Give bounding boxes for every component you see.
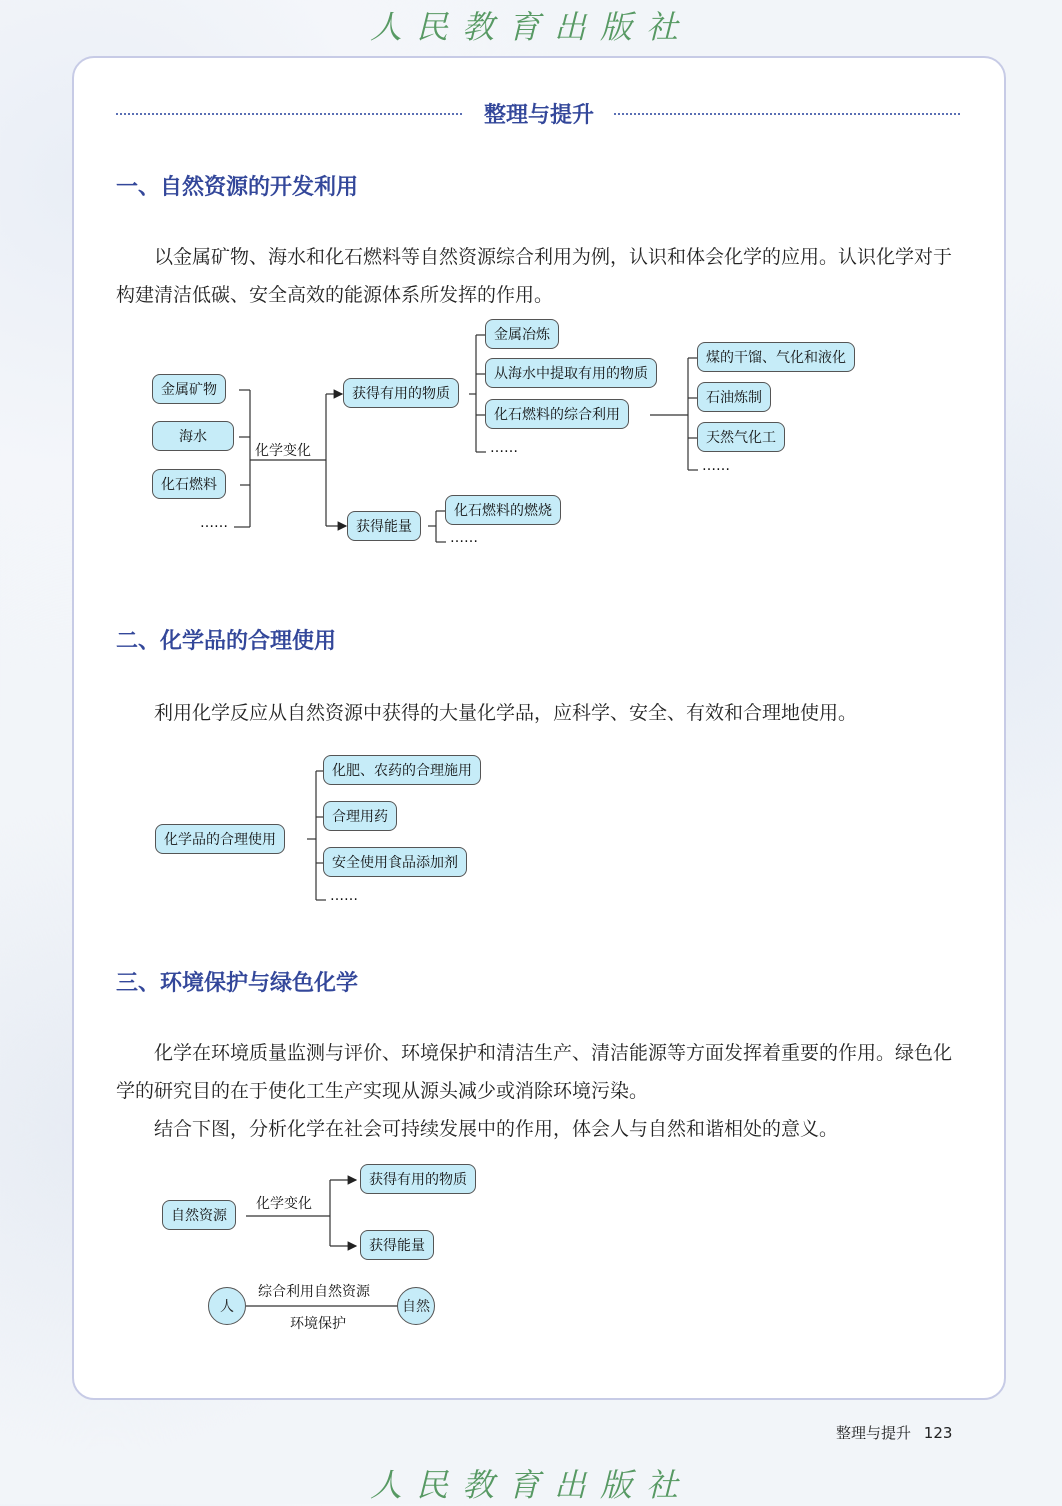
nature-circle: 自然 [397,1287,435,1325]
result-box-energy: 获得能量 [360,1230,434,1260]
section1-title: 一、自然资源的开发利用 [116,175,359,200]
section1-paragraph: 以金属矿物、海水和化石燃料等自然资源综合利用为例，认识和体会化学的应用。认识化学对于构建清洁低碳、安全高效的能源体系所发挥的作用。 [116,246,953,306]
fossil-use-box: 石油炼制 [697,382,771,412]
result-box-substances: 获得有用的物质 [360,1164,476,1194]
source-box: 化石燃料 [152,469,226,499]
energy-box: 化石燃料的燃烧 [445,495,561,525]
ellipsis: …… [200,515,228,531]
section2-paragraph: 利用化学反应从自然资源中获得的大量化学品，应科学、安全、有效和合理地使用。 [154,702,858,724]
section2-title: 二、化学品的合理使用 [116,629,337,654]
chemical-use-item: 化肥、农药的合理施用 [323,755,481,785]
result-box-energy: 获得能量 [347,511,421,541]
substance-box: 从海水中提取有用的物质 [485,358,657,388]
page-number: 123 [923,1424,953,1442]
person-circle: 人 [208,1287,246,1325]
relation-top-label: 综合利用自然资源 [258,1284,370,1300]
result-box-substances: 获得有用的物质 [343,378,459,408]
chemical-use-item: 安全使用食品添加剂 [323,847,467,877]
substance-box: 化石燃料的综合利用 [485,399,629,429]
ellipsis: …… [490,440,518,456]
source-box: 金属矿物 [152,374,226,404]
section3-title: 三、环境保护与绿色化学 [116,971,359,996]
page-header-title: 整理与提升 [483,103,594,128]
relation-bottom-label: 环境保护 [290,1316,346,1332]
source-box: 海水 [152,421,234,451]
page-footer [836,1422,952,1443]
change-label: 化学变化 [256,1196,312,1212]
publisher-watermark-top: 人民教育出版社 [369,8,692,46]
ellipsis: …… [450,530,478,546]
publisher-watermark-bottom: 人民教育出版社 [369,1466,692,1504]
fossil-use-box: 煤的干馏、气化和液化 [697,342,855,372]
chemical-use-item: 合理用药 [323,801,397,831]
fossil-use-box: 天然气化工 [697,422,785,452]
footer-label: 整理与提升 [836,1424,912,1442]
natural-resources-box: 自然资源 [162,1200,236,1230]
substance-box: 金属冶炼 [485,319,559,349]
chemical-use-root: 化学品的合理使用 [155,824,285,854]
ellipsis: …… [330,888,358,904]
section3-paragraphs: 化学在环境质量监测与评价、环境保护和清洁生产、清洁能源等方面发挥着重要的作用。绿色化学的研究目的在于使化工生产实现从源头减少或消除环境污染。 结合下图，分析化学在社会可持续发展中的作用，体会人与自然和谐相处的意义。 [116,1042,953,1140]
change-label: 化学变化 [255,443,311,459]
ellipsis: …… [702,458,730,474]
